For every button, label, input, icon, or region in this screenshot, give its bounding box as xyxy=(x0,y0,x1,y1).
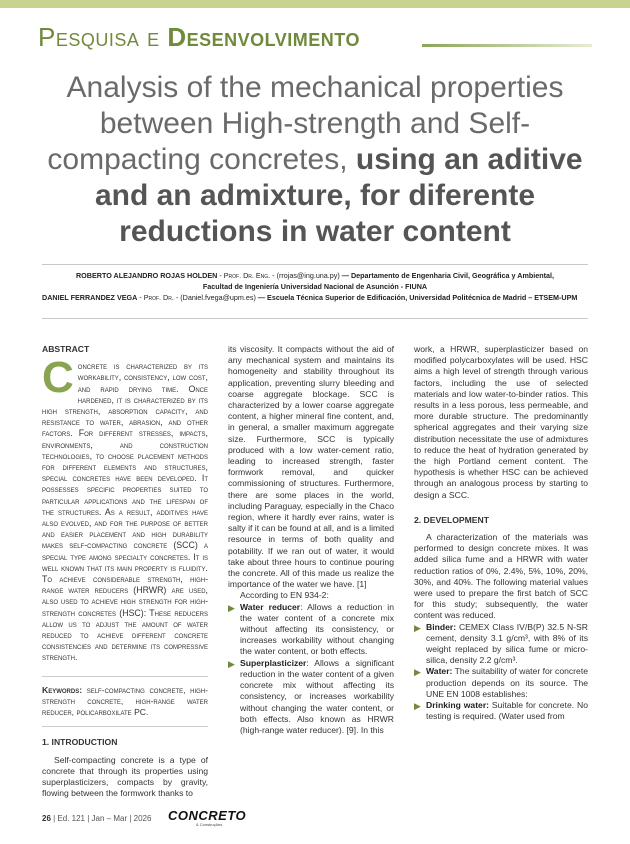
authors-block xyxy=(42,270,588,303)
bullet-text: The suitability of water for concrete production depends on its source. The UNE EN 1008 establishes: xyxy=(426,666,588,699)
col3-paragraph-2: A characterization of the materials was performed to design concrete mixes. It was added silica fume and a HRWR with water reduction ratios of 0%, 2.4%, 5%, 10%, 20%, 30%, and 40%. The following material values were used to prepare the first batch of SCC for this study; subsequently, the water content was reduced. xyxy=(414,532,588,621)
bullet-triangle-icon: ▶ xyxy=(414,701,421,712)
author-2-name: DANIEL FERRANDEZ VEGA xyxy=(42,293,138,302)
author-1-name: ROBERTO ALEJANDRO ROJAS HOLDEN xyxy=(75,271,218,280)
author-2-email[interactable]: (Daniel.fvega@upm.es) xyxy=(180,293,256,302)
keywords-divider xyxy=(42,726,208,727)
introduction-heading: 1. INTRODUCTION xyxy=(42,737,118,748)
abstract-heading: ABSTRACT xyxy=(42,344,90,354)
bullet-triangle-icon: ▶ xyxy=(414,667,421,678)
bullet-label: Drinking water: xyxy=(426,700,490,711)
bullet-text: Suitable for concrete. No testing is required. (Water used from xyxy=(426,700,588,722)
author-1-line xyxy=(42,270,588,281)
keywords-text: self-compacting concrete, high-strength concrete, high-range water reducer, policarboxilate PC. xyxy=(42,684,208,718)
col2-paragraph-1: its viscosity. It compacts without the aid of any mechanical system and maintains its homogeneity and stability throughout its application, preventing slurry bleeding and coarse aggregate blockage. SCC is characterized by a lower coarse aggregate content, a higher mineral fine content, and, in general, a smaller maximum aggregate size. Furthermore, SCC is typically produced with a low water-cement ratio, leading to increased strength, faster formwork removal, and quicker commissioning of structures. Furthermore, there are some places in the world, including Paraguay, especially in the Chaco region, where it hardly ever rains, water is salty if it can be found at all, and is a limited resource in terms of both quality and potability. If we ran out of water, it would take about three hours to continue pouring the concrete. All of this made us realize the importance of the water we have. [1] xyxy=(228,344,394,590)
development-heading: 2. DEVELOPMENT xyxy=(414,514,489,525)
title-bold: using an aditive and an admixture, for diferente reductions in water content xyxy=(94,143,583,248)
abstract-text xyxy=(42,353,208,663)
header-rule xyxy=(422,44,592,47)
bullet-label: Binder: xyxy=(426,621,457,632)
column-3 xyxy=(414,344,588,723)
section-part2: Desenvolvimento xyxy=(167,22,360,52)
author-2-line xyxy=(42,292,588,303)
bullet-label: Water: xyxy=(426,666,453,677)
authors-top-rule xyxy=(42,264,588,265)
section-header xyxy=(38,22,360,53)
section-part1: Pesquisa e xyxy=(38,22,168,52)
edition-info: | Ed. 121 | Jan – Mar | 2026 xyxy=(50,814,152,823)
author-1-title: - Prof. Dr. Eng. - xyxy=(217,271,277,280)
drop-cap: C xyxy=(42,353,74,403)
article-title xyxy=(40,70,590,250)
bullet-water xyxy=(414,666,588,700)
author-1-affiliation-2: Facultad de Ingeniería Universidad Nacional de Asunción - FIUNA xyxy=(202,282,428,291)
bullet-triangle-icon: ▶ xyxy=(228,658,235,669)
abstract-divider xyxy=(42,676,208,677)
bullet-triangle-icon: ▶ xyxy=(414,622,421,633)
title-light: Analysis of the mechanical properties between High-strength and Self-compacting concretes, xyxy=(47,71,564,176)
author-2-affiliation: — Escuela Técnica Superior de Edificación, Universidad Politécnica de Madrid – ETSEM-UPM xyxy=(255,293,578,302)
bullet-text: : Allows a significant reduction in the water content of a given concrete mix without affecting its consistency, or increases workability without changing the water content, or both effects. Also known as HRWR (high-range water reducer). [9]. In this xyxy=(240,657,394,735)
top-accent-bar xyxy=(0,0,630,8)
bullet-text: : Allows a reduction in the water content of a concrete mix without affecting its consistency, or increases workability without changing the water content, or both effects. xyxy=(240,601,394,657)
authors-bottom-rule xyxy=(42,318,588,319)
bullet-text: CEMEX Class IV/B(P) 32.5 N-SR cement, density 3.1 g/cm³, with 8% of its weight replaced by silica fume or micro-silica, density 2.2 g/cm³. xyxy=(426,621,588,666)
author-2-title: - Prof. Dr. - xyxy=(137,293,181,302)
col3-paragraph-1: work, a HRWR, superplasticizer based on modified polycarboxylates will be used. HSC aims a high level of strength through various factors, including the use of selected materials and low water-to-binder ratios. This results in a less porous, less permeable, and more durable structure. The predominantly spherical aggregates and their varying size distribution necessitate the use of admixtures to reduce the heat of hydration generated by the high Portland cement content. The hypothesis is whether HSC can be achieved through an analogous process by starting to design a SCC. xyxy=(414,344,588,500)
abstract-body: oncrete is characterized by its workability, consistency, low cost, and rapid drying time. Once hardened, it is characterized by its high strength, absorption capacity, and resistance to water, abrasion, and other factors. For different stresses, impacts, environments, and construction technologies, to choose placement methods for different elements and structures, special concretes have been developed. It possesses specific properties suited to particular applications and the lifespan of the structures. As a result, additives have also evolved, and for the purpose of better and easier placement and high durability makes self-compacting concrete (SCC) a special type among specialty concretes. It is well known that its main property is fluidity. To achieve considerable strength, high-range water reducers (HRWR) are used, also used to achieve high strength for high-strength concretes (HSC): These reducers allow us to adjust the amount of water reduced to achieve different concrete consistencies and determine its compressive strength. xyxy=(42,361,208,663)
concreto-logo: CONCRETO xyxy=(168,808,247,823)
page-number: 26 xyxy=(42,814,51,823)
bullet-water-reducer xyxy=(228,602,394,658)
col2-paragraph-2: According to EN 934-2: xyxy=(240,590,329,601)
keywords xyxy=(42,685,208,719)
bullet-triangle-icon: ▶ xyxy=(228,602,235,613)
bullet-label: Water reducer xyxy=(240,601,301,612)
introduction-text: Self-compacting concrete is a type of concrete that through its properties using superplasticizers, compacts by gravity, flowing between the formwork thanks to xyxy=(42,754,208,799)
bullet-binder xyxy=(414,622,588,667)
author-1-email[interactable]: (rrojas@ing.una.py) xyxy=(276,271,340,280)
bullet-superplasticizer xyxy=(228,658,394,736)
column-2 xyxy=(228,344,394,736)
bullet-label: Superplasticizer xyxy=(240,657,307,668)
bullet-drinking-water xyxy=(414,700,588,722)
page-footer xyxy=(42,814,151,823)
logo-subtitle: & Construções xyxy=(196,822,223,827)
keywords-label: Keywords: xyxy=(42,684,83,695)
column-1 xyxy=(42,344,208,799)
author-1-affiliation: — Departamento de Engenharia Civil, Geográfica y Ambiental, xyxy=(339,271,555,280)
